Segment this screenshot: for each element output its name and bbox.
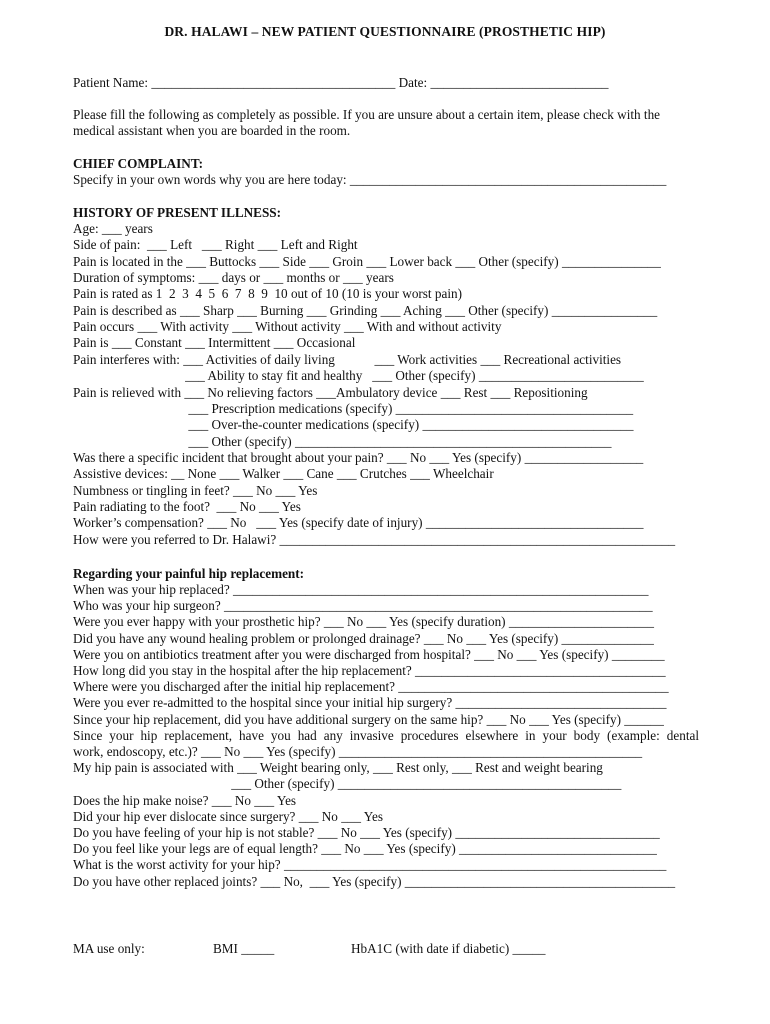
hpi-question-line[interactable]: Pain is located in the ___ Buttocks ___ Side ___ Groin ___ Lower back ___ Other (specify) _______________ — [73, 253, 661, 269]
hpi-question-line[interactable]: Pain interferes with: ___ Activities of daily living ___ Work activities ___ Recreational activities — [73, 351, 622, 367]
hpi-question-line[interactable]: Numbness or tingling in feet? ___ No ___ Yes — [73, 482, 318, 498]
hpi-question-line[interactable]: ___ Over-the-counter medications (specify) ________________________________ — [73, 417, 634, 433]
hpi-question-line[interactable]: Pain radiating to the foot? ___ No ___ Yes — [73, 498, 301, 514]
hip-question-line[interactable]: Were you ever re-admitted to the hospital since your initial hip surgery? ________________________________ — [73, 695, 667, 711]
bmi-field[interactable]: BMI _____ — [213, 941, 275, 956]
hip-question-line[interactable]: Do you have feeling of your hip is not stable? ___ No ___ Yes (specify) _______________________________ — [73, 825, 660, 840]
hpi-question-line[interactable]: How were you referred to Dr. Halawi? ____________________________________________________________ — [73, 531, 676, 547]
hip-question-line[interactable]: Do you feel like your legs are of equal length? ___ No ___ Yes (specify) ______________________________ — [73, 841, 657, 857]
hpi-question-line[interactable]: Pain is rated as 1 2 3 4 5 6 7 8 9 10 out of 10 (10 is your worst pain) — [73, 286, 462, 302]
hip-question-line[interactable]: ___ Other (specify) ___________________________________________ — [73, 776, 622, 792]
hip-question-line[interactable]: Does the hip make noise? ___ No ___ Yes — [73, 792, 297, 808]
hpi-question-line[interactable]: Pain is described as ___ Sharp ___ Burning ___ Grinding ___ Aching ___ Other (specify) ________________ — [73, 302, 658, 318]
hip-question-line[interactable]: Do you have other replaced joints? ___ No, ___ Yes (specify) _________________________________________ — [73, 873, 676, 889]
chief-complaint-heading: CHIEF COMPLAINT: — [73, 156, 204, 171]
hpi-question-line[interactable]: ___ Ability to stay fit and healthy ___ Other (specify) _________________________ — [73, 368, 644, 384]
hip-question-line[interactable]: My hip pain is associated with ___ Weight bearing only, ___ Rest only, ___ Rest and weight bearing — [73, 760, 603, 776]
hpi-question-line[interactable]: Was there a specific incident that brought about your pain? ___ No ___ Yes (specify) __________________ — [73, 449, 644, 465]
hpi-question-line[interactable]: Duration of symptoms: ___ days or ___ months or ___ years — [73, 270, 394, 286]
ma-use-label: MA use only: — [73, 941, 145, 956]
hpi-question-line[interactable]: Pain is relieved with ___ No relieving factors ___Ambulatory device ___ Rest ___ Repositioning — [73, 384, 588, 400]
hpi-question-line[interactable]: ___ Prescription medications (specify) ____________________________________ — [73, 400, 634, 416]
hba1c-field[interactable]: HbA1C (with date if diabetic) _____ — [351, 941, 546, 956]
hip-question-line[interactable]: How long did you stay in the hospital after the hip replacement? ______________________________________ — [73, 663, 666, 678]
hpi-question-line[interactable]: Pain occurs ___ With activity ___ Without activity ___ With and without activity — [73, 319, 502, 335]
instructions-line-1: Please fill the following as completely as possible. If you are unsure about a certain item, please check with the — [73, 107, 661, 122]
hip-question-line[interactable]: work, endoscopy, etc.)? ___ No ___ Yes (specify) ______________________________________________ — [73, 744, 643, 759]
hip-question-line[interactable]: Since your hip replacement, have you had any invasive procedures elsewhere in your body (example: dental — [73, 728, 699, 743]
hip-question-line[interactable]: Did your hip ever dislocate since surgery? ___ No ___ Yes — [73, 808, 383, 824]
hip-question-line[interactable]: Did you have any wound healing problem or prolonged drainage? ___ No ___ Yes (specify) ______________ — [73, 630, 654, 646]
form-title: DR. HALAWI – NEW PATIENT QUESTIONNAIRE (PROSTHETIC HIP) — [164, 24, 606, 39]
instructions-line-2: medical assistant when you are boarded in the room. — [73, 123, 351, 138]
hpi-question-line[interactable]: Worker’s compensation? ___ No ___ Yes (specify date of injury) _________________________________ — [73, 515, 644, 531]
hip-question-line[interactable]: What is the worst activity for your hip? __________________________________________________________ — [73, 857, 667, 873]
hip-question-line[interactable]: Since your hip replacement, did you have additional surgery on the same hip? ___ No ___ Yes (specify) ______ — [73, 711, 664, 727]
hpi-question-line[interactable]: Age: ___ years — [73, 221, 153, 236]
hip-question-line[interactable]: Who was your hip surgeon? _________________________________________________________________ — [73, 598, 653, 614]
hip-question-line[interactable]: Were you ever happy with your prosthetic hip? ___ No ___ Yes (specify duration) ______________________ — [73, 614, 654, 630]
chief-complaint-prompt[interactable]: Specify in your own words why you are here today: ________________________________________________ — [73, 172, 667, 187]
hpi-question-line[interactable]: Pain is ___ Constant ___ Intermittent ___ Occasional — [73, 335, 356, 351]
patient-name-date-line[interactable]: Patient Name: _____________________________________ Date: ___________________________ — [73, 75, 609, 90]
hip-question-line[interactable]: Were you on antibiotics treatment after you were discharged from hospital? ___ No ___ Yes (specify) ________ — [73, 646, 665, 662]
hpi-question-line[interactable]: ___ Other (specify) ________________________________________________ — [73, 433, 612, 449]
hip-question-line[interactable]: Where were you discharged after the initial hip replacement? _________________________________________ — [73, 679, 669, 695]
hpi-heading: HISTORY OF PRESENT ILLNESS: — [73, 205, 282, 220]
hpi-question-line[interactable]: Assistive devices: __ None ___ Walker ___ Cane ___ Crutches ___ Wheelchair — [73, 466, 494, 482]
hpi-question-line[interactable]: Side of pain: ___ Left ___ Right ___ Left and Right — [73, 237, 358, 253]
hip-question-line[interactable]: When was your hip replaced? _______________________________________________________________ — [73, 582, 649, 597]
hip-section-heading: Regarding your painful hip replacement: — [73, 566, 305, 581]
